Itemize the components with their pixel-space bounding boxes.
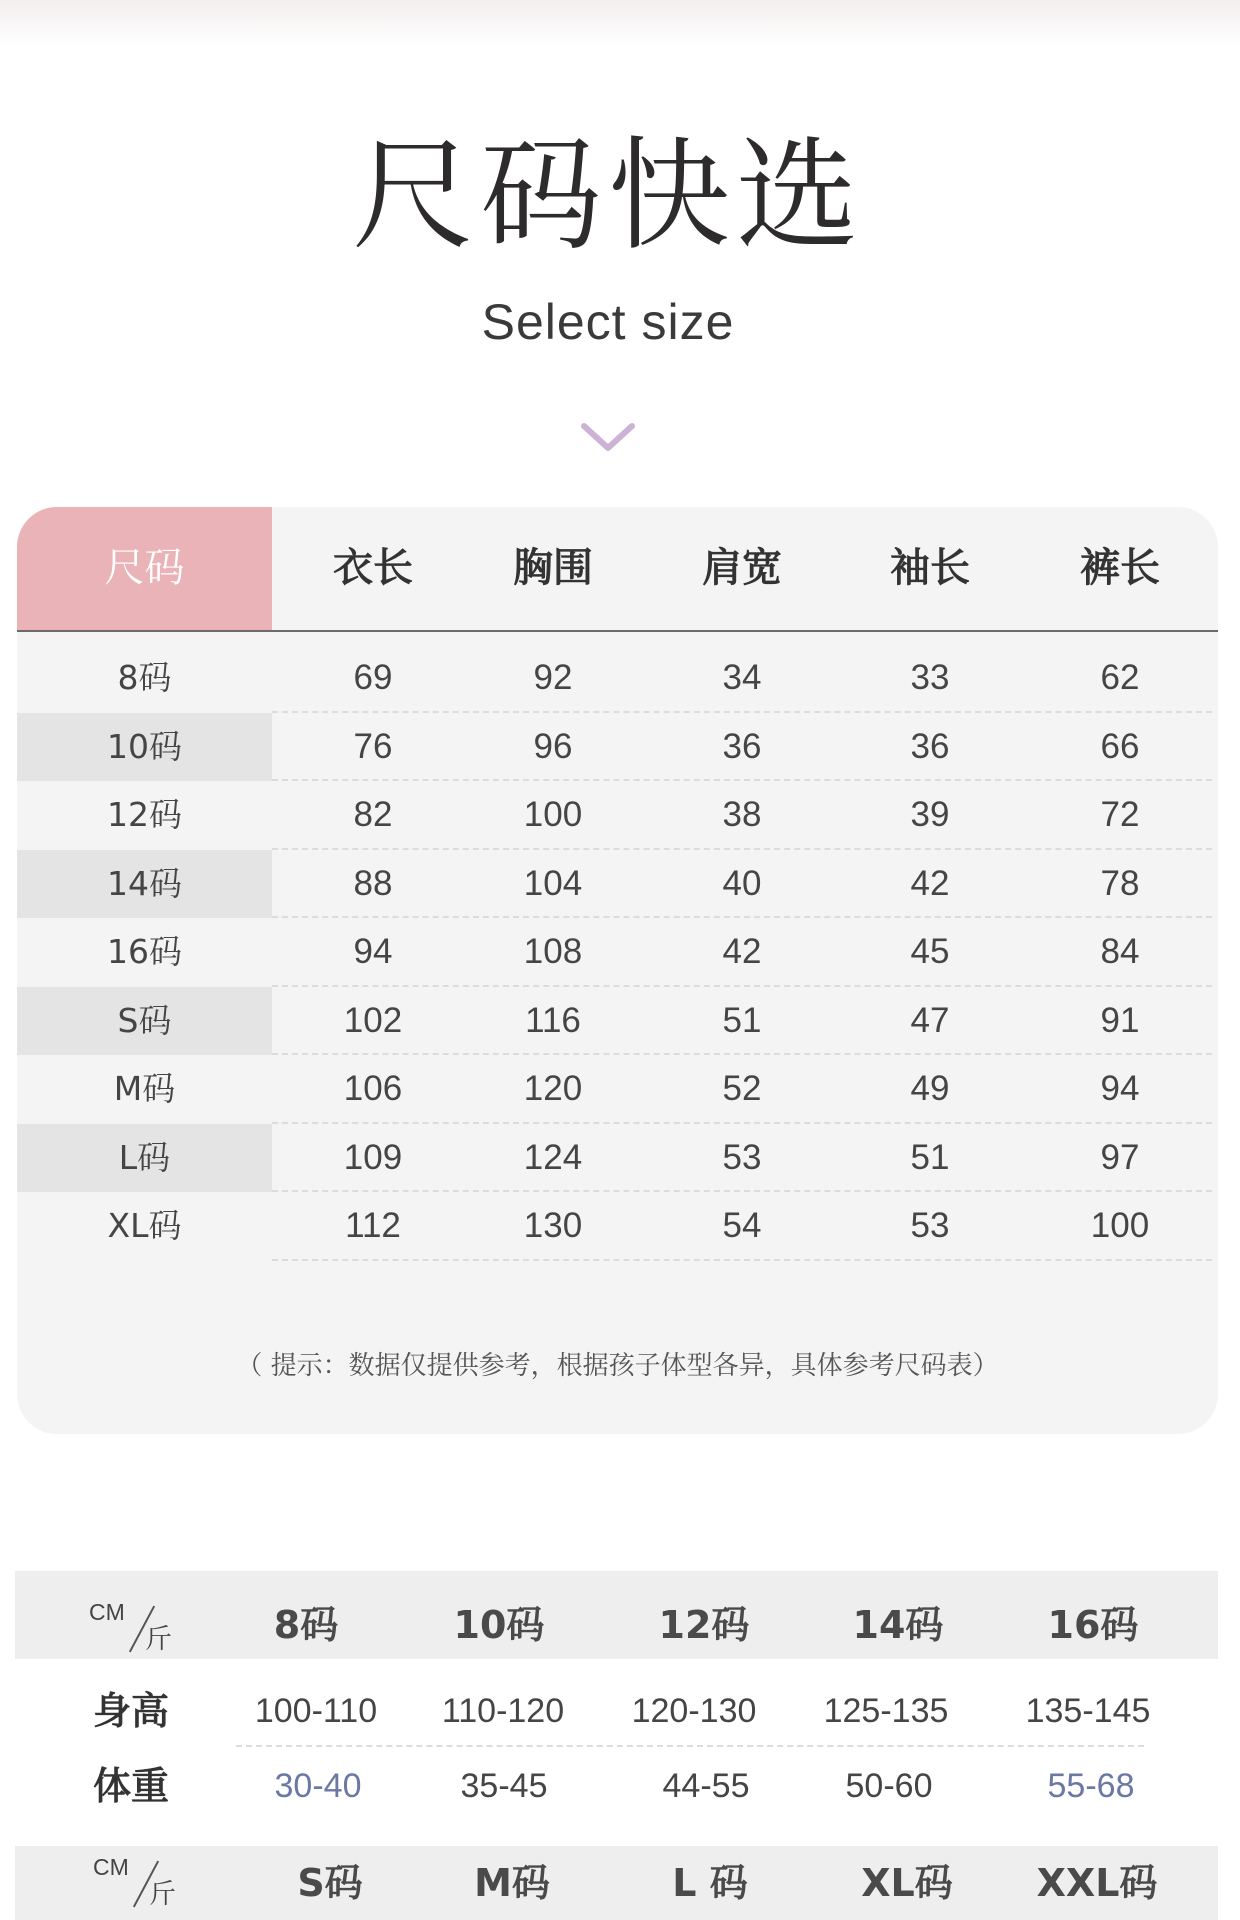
unit-jin: 斤 xyxy=(145,1624,172,1655)
table-row xyxy=(17,1055,1218,1124)
unit-jin: 斤 xyxy=(149,1879,176,1910)
weight-value: 50-60 xyxy=(845,1767,933,1805)
size-label: 14码 xyxy=(852,1603,944,1647)
chest-cell: 116 xyxy=(525,1000,581,1040)
table-row xyxy=(17,1192,1218,1261)
header-sleeve: 袖长 xyxy=(890,545,970,591)
weight-value: 35-45 xyxy=(460,1767,548,1805)
shoulder-cell: 53 xyxy=(722,1137,762,1177)
size-table xyxy=(17,507,1218,1434)
shoulder-cell: 34 xyxy=(722,658,762,697)
chest-cell: 100 xyxy=(523,795,583,834)
row-divider xyxy=(236,1745,1144,1747)
table-row xyxy=(17,850,1218,919)
shoulder-cell: 52 xyxy=(722,1069,762,1108)
sleeve-cell: 53 xyxy=(910,1206,950,1245)
chest-cell: 108 xyxy=(523,932,583,971)
shoulder-cell: 42 xyxy=(722,932,762,971)
pants-cell: 94 xyxy=(1100,1069,1140,1108)
size-cell: 14码 xyxy=(17,850,272,919)
height-value: 120-130 xyxy=(631,1692,757,1730)
weight-value: 55-68 xyxy=(1047,1767,1135,1805)
size-cell: 16码 xyxy=(107,932,182,971)
length-cell: 102 xyxy=(343,1000,403,1040)
header-divider xyxy=(17,630,1218,632)
shoulder-cell: 51 xyxy=(722,1000,762,1040)
size-cell: S码 xyxy=(17,987,272,1056)
shoulder-cell: 36 xyxy=(722,726,762,766)
height-value: 100-110 xyxy=(254,1692,378,1730)
size-label: 16码 xyxy=(1047,1603,1139,1647)
length-cell: 82 xyxy=(353,795,393,834)
weight-value: 44-55 xyxy=(662,1767,750,1805)
header-pants: 裤长 xyxy=(1080,545,1160,591)
chest-cell: 92 xyxy=(533,658,573,697)
length-cell: 69 xyxy=(353,658,393,697)
pants-cell: 84 xyxy=(1100,932,1140,971)
length-cell: 94 xyxy=(353,932,393,971)
chevron-down-icon xyxy=(578,419,638,455)
header-chest: 胸围 xyxy=(513,545,593,591)
header-length: 衣长 xyxy=(333,545,413,591)
chest-cell: 96 xyxy=(533,726,573,766)
length-cell: 76 xyxy=(353,726,393,766)
size-cell: L码 xyxy=(17,1124,272,1193)
shoulder-cell: 40 xyxy=(722,863,762,903)
pants-cell: 66 xyxy=(1100,726,1140,766)
chest-cell: 104 xyxy=(523,863,583,903)
size-label: M码 xyxy=(474,1861,550,1905)
table-row xyxy=(17,644,1218,713)
size-cell: 12码 xyxy=(107,795,182,834)
pants-cell: 78 xyxy=(1100,863,1140,903)
pants-cell: 62 xyxy=(1100,658,1140,697)
header-shoulder: 肩宽 xyxy=(702,545,782,591)
chest-cell: 124 xyxy=(523,1137,583,1177)
length-cell: 112 xyxy=(345,1206,401,1245)
unit-cm: CM xyxy=(89,1599,125,1625)
height-value: 125-135 xyxy=(823,1692,949,1730)
shoulder-cell: 38 xyxy=(722,795,762,834)
size-label: 8码 xyxy=(273,1603,339,1647)
unit-cm: CM xyxy=(93,1854,129,1880)
size-note: （ 提示：数据仅提供参考，根据孩子体型各异，具体参考尺码表） xyxy=(236,1351,999,1381)
size-label: 12码 xyxy=(658,1603,750,1647)
chest-cell: 120 xyxy=(523,1069,583,1108)
top-fade xyxy=(0,0,1240,46)
pants-cell: 100 xyxy=(1090,1206,1150,1245)
weight-label: 体重 xyxy=(92,1764,169,1808)
length-cell: 106 xyxy=(343,1069,403,1108)
sleeve-cell: 42 xyxy=(910,863,950,903)
sleeve-cell: 39 xyxy=(910,795,950,834)
pants-cell: 72 xyxy=(1100,795,1140,834)
size-label: S码 xyxy=(297,1861,363,1905)
size-label: 10码 xyxy=(453,1603,545,1647)
height-value: 110-120 xyxy=(441,1692,565,1730)
sleeve-cell: 36 xyxy=(910,726,950,766)
pants-cell: 91 xyxy=(1100,1000,1140,1040)
size-label: XXL码 xyxy=(1036,1861,1158,1905)
sleeve-cell: 45 xyxy=(910,932,950,971)
unit-label xyxy=(85,1591,185,1661)
height-label: 身高 xyxy=(92,1689,169,1733)
chest-cell: 130 xyxy=(523,1206,583,1245)
unit-label xyxy=(89,1846,189,1916)
weight-value: 30-40 xyxy=(274,1767,362,1805)
length-cell: 88 xyxy=(353,863,393,903)
size-cell: 8码 xyxy=(117,658,172,697)
shoulder-cell: 54 xyxy=(722,1206,762,1245)
fit-header-adult xyxy=(15,1846,1218,1920)
sleeve-cell: 33 xyxy=(910,658,950,697)
sleeve-cell: 49 xyxy=(910,1069,950,1108)
height-value: 135-145 xyxy=(1025,1692,1151,1730)
page-subtitle: Select size xyxy=(481,294,735,350)
page-title: 尺码快选 xyxy=(352,125,864,267)
table-row xyxy=(17,713,1218,782)
size-label: XL码 xyxy=(861,1861,953,1905)
header-size: 尺码 xyxy=(17,507,272,630)
size-cell: 10码 xyxy=(17,713,272,782)
sleeve-cell: 51 xyxy=(910,1137,950,1177)
table-row xyxy=(17,1124,1218,1193)
table-row xyxy=(17,781,1218,850)
sleeve-cell: 47 xyxy=(910,1000,950,1040)
size-cell: XL码 xyxy=(107,1206,182,1245)
table-row xyxy=(17,918,1218,987)
pants-cell: 97 xyxy=(1100,1137,1140,1177)
fit-header-kids xyxy=(15,1571,1218,1659)
length-cell: 109 xyxy=(343,1137,403,1177)
size-label: L 码 xyxy=(672,1861,748,1905)
table-row xyxy=(17,987,1218,1056)
size-cell: M码 xyxy=(113,1069,176,1108)
